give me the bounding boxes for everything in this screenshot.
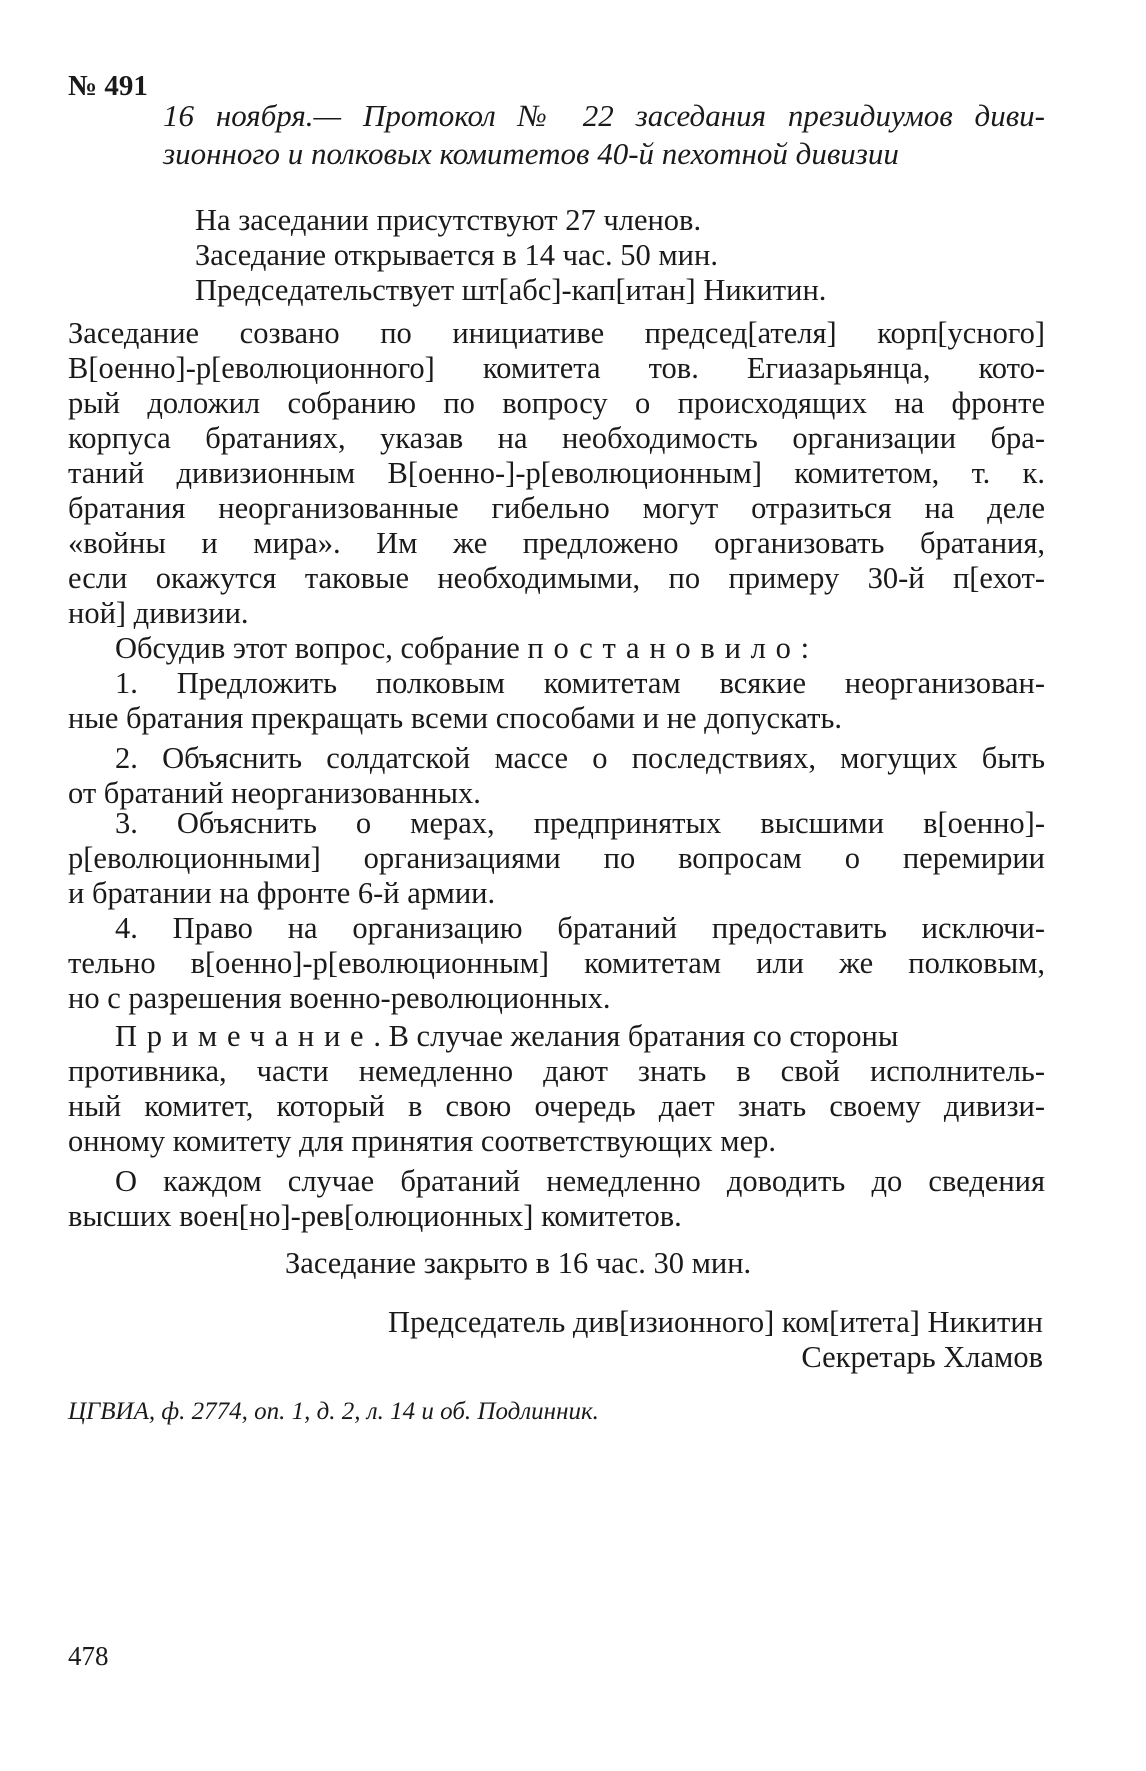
resolution-item-1: 1. Предложить полковым комитетам всякие неорганизован- (115, 666, 1045, 700)
resolution-item-4: но с разрешения военно-революционных. (68, 981, 611, 1015)
resolution-item-3: р[еволюционными] организациями по вопросам о перемирии (68, 841, 1045, 875)
resolution-item-2: от братаний неорганизованных. (68, 776, 481, 810)
resolution-intro-prefix: Обсудив этот вопрос, собрание (115, 631, 528, 665)
body-line: братания неорганизованные гибельно могут отразиться на деле (68, 491, 1045, 525)
resolution-item-4: 4. Право на организацию братаний предоставить исключи- (115, 911, 1045, 945)
resolution-item-2: 2. Объяснить солдатской массе о последствиях, могущих быть (115, 741, 1045, 775)
resolution-intro-spaced: постановило (527, 631, 801, 665)
body-line: ной] дивизии. (68, 596, 249, 630)
page-number: 478 (68, 1641, 109, 1671)
resolution-intro-suffix: : (800, 631, 810, 665)
resolution-item-3: 3. Объяснить о мерах, предпринятых высшими в[оенно]- (115, 806, 1045, 840)
body-line: рый доложил собранию по вопросу о происходящих на фронте (68, 386, 1045, 420)
attendance-line: На заседании присутствуют 27 членов. (195, 203, 702, 237)
body-line: таний дивизионным В[оенно-]-р[еволюционным] комитетом, т. к. (68, 456, 1045, 490)
document-number: № 491 (68, 70, 148, 102)
archive-source: ЦГВИА, ф. 2774, оп. 1, д. 2, л. 14 и об. Подлинник. (68, 1398, 599, 1425)
secretary-signature: Секретарь Хламов (801, 1340, 1043, 1374)
body-line: если окажутся таковые необходимыми, по примеру 30-й п[ехот- (68, 561, 1045, 595)
document-title-line-2: зионного и полковых комитетов 40-й пехотной дивизии (163, 136, 899, 171)
attendance-line: Председательствует шт[абс]-кап[итан] Никитин. (195, 273, 827, 307)
note-first-line-rest: . В случае желания братания со стороны (373, 1019, 899, 1053)
body-line: В[оенно]-р[еволюционного] комитета тов. Егиазарьянца, кото- (68, 351, 1045, 385)
body-line: корпуса братаниях, указав на необходимость организации бра- (68, 421, 1045, 455)
resolution-item-3: и братании на фронте 6-й армии. (68, 876, 496, 910)
resolution-item-1: ные братания прекращать всеми способами и не допускать. (68, 701, 842, 735)
resolution-item-4: тельно в[оенно]-р[еволюционным] комитетам или же полковым, (68, 946, 1045, 980)
body-line: Заседание созвано по инициативе председ[ателя] корп[усного] (68, 316, 1045, 350)
note-line: противника, части немедленно дают знать в свой исполнитель- (68, 1054, 1045, 1088)
chairman-signature: Председатель див[изионного] ком[итета] Никитин (388, 1305, 1043, 1339)
note-line: онному комитету для принятия соответствующих мер. (68, 1124, 776, 1158)
note-first-line (115, 1018, 898, 1054)
notify-line: высших воен[но]-рев[олюционных] комитетов. (68, 1199, 682, 1233)
note-line: ный комитет, который в свою очередь дает знать своему дивизи- (68, 1089, 1045, 1123)
note-label: Примечание (115, 1019, 374, 1053)
attendance-line: Заседание открывается в 14 час. 50 мин. (195, 238, 718, 272)
resolution-intro (115, 630, 809, 666)
document-title-line-1: 16 ноября.— Протокол № 22 заседания президиумов диви- (163, 98, 1045, 133)
body-line: «войны и мира». Им же предложено организовать братания, (68, 526, 1045, 560)
closing-line: Заседание закрыто в 16 час. 30 мин. (285, 1246, 752, 1280)
notify-line: О каждом случае братаний немедленно доводить до сведения (115, 1164, 1045, 1198)
